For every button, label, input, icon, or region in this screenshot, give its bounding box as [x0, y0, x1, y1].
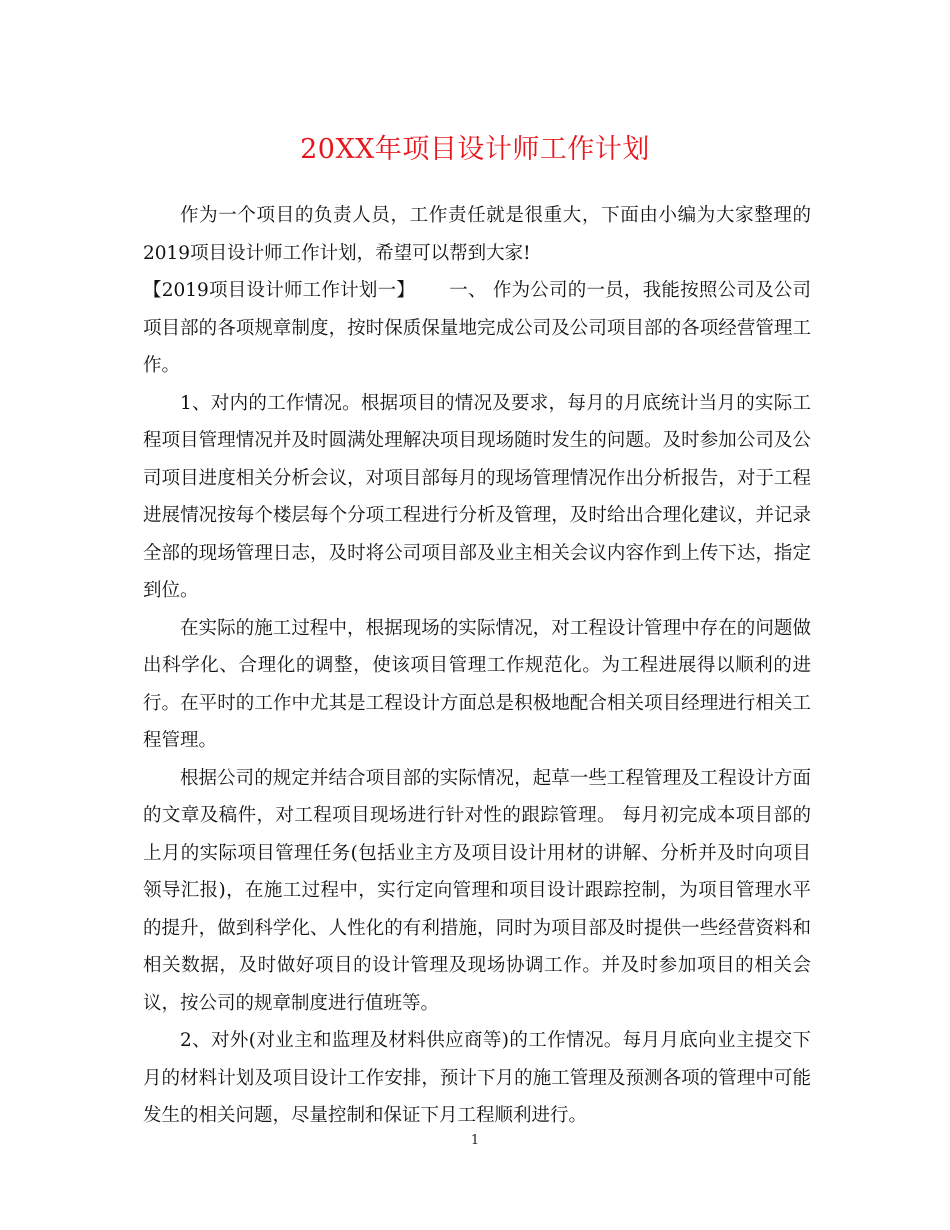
page-number: 1: [470, 1133, 480, 1148]
section-heading: 【2019项目设计师工作计划一】: [143, 280, 416, 301]
body-paragraph-1: 1、对内的工作情况。根据项目的情况及要求，每月的月底统计当月的实际工程项目管理情况并及时圆满处理解决项目现场随时发生的问题。及时参加公司及公司项目进度相关分析会议，对项目部每月的现场管理情况作出分析报告，对于工程进展情况按每个楼层每个分项工程进行分析及管理，及时给出合理化建议，并记录全部的现场管理日志，及时将公司项目部及业主相关会议内容作到上传下达，指定到位。: [143, 392, 811, 601]
body-paragraph-3: 根据公司的规定并结合项目部的实际情况，起草一些工程管理及工程设计方面的文章及稿件，对工程项目现场进行针对性的跟踪管理。 每月初完成本项目部的上月的实际项目管理任务(包括业主方及项目设计用材的讲解、分析并及时向项目领导汇报)，在施工过程中，实行定向管理和项目设计跟踪控制，为项目管理水平的提升，做到科学化、人性化的有利措施，同时为项目部及时提供一些经营资料和相关数据，及时做好项目的设计管理及现场协调工作。并及时参加项目的相关会议，按公司的规章制度进行值班等。: [143, 767, 811, 1014]
section-paragraph: [143, 272, 811, 385]
document-title: 20XX年项目设计师工作计划: [300, 134, 650, 165]
body-paragraph-2: 在实际的施工过程中，根据现场的实际情况，对工程设计管理中存在的问题做出科学化、合理化的调整，使该项目管理工作规范化。为工程进展得以顺利的进行。在平时的工作中尤其是工程设计方面总是积极地配合相关项目经理进行相关工程管理。: [143, 617, 811, 751]
section-first-text: 一、 作为公司的一员，我能按照公司及公司项目部的各项规章制度，按时保质保量地完成公司及公司项目部的各项经营管理工作。: [143, 280, 811, 376]
body-paragraph-4: 2、对外(对业主和监理及材料供应商等)的工作情况。每月月底向业主提交下月的材料计划及项目设计工作安排，预计下月的施工管理及预测各项的管理中可能发生的相关问题，尽量控制和保证下月工程顺利进行。: [143, 1030, 811, 1126]
document-body: [143, 197, 811, 1135]
intro-paragraph: 作为一个项目的负责人员，工作责任就是很重大，下面由小编为大家整理的2019项目设计师工作计划，希望可以帮到大家!: [143, 205, 811, 264]
